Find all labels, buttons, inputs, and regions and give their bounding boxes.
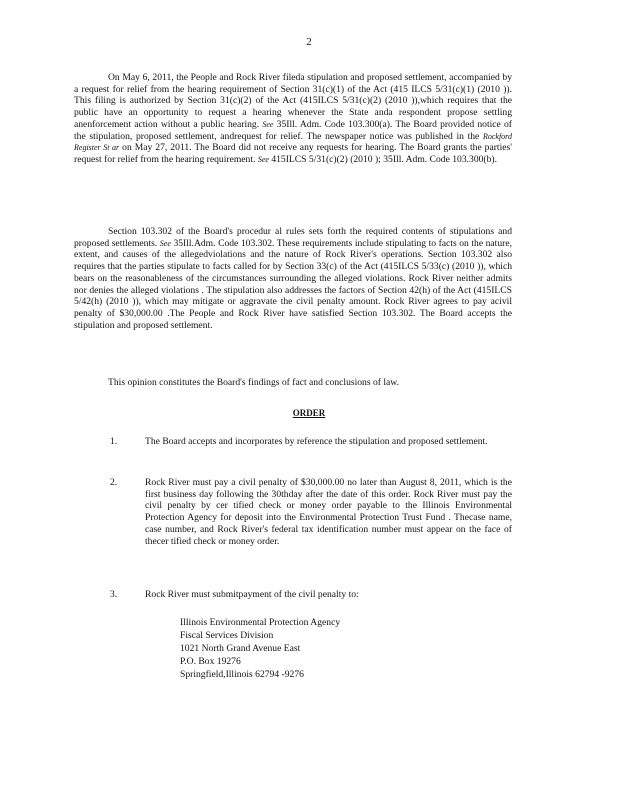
newspaper-name: Rockford Register St ar	[74, 131, 512, 153]
see-citation: See	[257, 154, 269, 164]
order-item-text: Rock River must submitpayment of the civil penalty to:	[145, 589, 359, 600]
order-item-number: 2.	[110, 477, 118, 488]
address-line-pobox: P.O. Box 19276	[180, 656, 241, 667]
paragraph-stipulation-filing	[74, 72, 512, 166]
order-item-text: The Board accepts and incorporates by reference the stipulation and proposed settlement.	[145, 436, 488, 447]
paragraph-text: 35Ill.Adm. Code 103.302. These requirements include stipulating to facts on the nature, extent, and causes of the allegedviolations and the nature of Rock River's operations. Section 103.302 also requires that the parties stipulate to facts called for by Section 33(c) of the Act (415ILCS 5/33(c) (2010 )), which bears on the reasonableness of the circumstances surrounding the alleged violations. Rock River neither admits nor denies the alleged violations . The stipulation also addresses the factors of Section 42(h) of the Act (415ILCS 5/42(h) (2010 )), which may mitigate or aggravate the civil penalty amount. Rock River agrees to pay acivil penalty of $30,000.00 .The People and Rock River have satisfied Section 103.302. The Board accepts the stipulation and proposed settlement.	[74, 237, 512, 331]
paragraph-text: 415ILCS 5/31(c)(2) (2010 ); 35Ill. Adm. Code 103.300(b).	[271, 153, 498, 165]
paragraph-text: Section 103.302 of the Board's procedur al rules sets forth the required contents of stipulations and proposed settlements.	[74, 226, 512, 249]
address-line-street: 1021 North Grand Avenue East	[180, 643, 301, 654]
paragraph-text: 35Ill. Adm. Code 103.300(a). The Board provided notice of the stipulation, proposed settlement, andrequest for relief. The newspaper notice was published in the	[74, 118, 512, 142]
page-number: 2	[306, 36, 312, 48]
order-item-number: 1.	[110, 436, 118, 447]
paragraph-findings	[74, 377, 512, 389]
paragraph-text: On May 6, 2011, the People and Rock River fileda stipulation and proposed settlement, accompanied by a request for relief from the hearing requirement of Section 31(c)(1) of the Act (415 ILCS 5/31(c)(1) (2010 )). This filing is authorized by Section 31(c)(2) of the Act (415ILCS 5/31(c)(2) (2010 )),which requires that the public have an opportunity to request a hearing whenever the State anda respondent propose settling anenforcement action without a public hearing.	[74, 72, 512, 130]
address-line-agency: Illinois Environmental Protection Agency	[180, 617, 341, 628]
paragraph-text: This opinion constitutes the Board's findings of fact and conclusions of law.	[108, 377, 400, 388]
see-citation: See	[159, 238, 171, 248]
paragraph-text: on May 27, 2011. The Board did not receive any requests for hearing. The Board grants the parties' request for relief from the hearing requirement.	[74, 142, 512, 165]
paragraph-procedural-rules	[74, 226, 512, 331]
order-item-number: 3.	[110, 589, 118, 600]
address-line-division: Fiscal Services Division	[180, 630, 274, 641]
address-line-city: Springfield,Illinois 62794 -9276	[180, 669, 304, 680]
see-citation: See	[262, 119, 274, 129]
payment-address	[180, 616, 340, 681]
order-heading: ORDER	[292, 408, 326, 418]
order-item-text: Rock River must pay a civil penalty of $30,000.00 no later than August 8, 2011, which is the first business day following the 30thday after the date of this order. Rock River must pay the civil penalty by cer tified check or money order payable to the Illinois Environmental Protection Agency for deposit into the Environmental Protection Trust Fund . Thecase name, case number, and Rock River's federal tax identification number must appear on the face of thecer tified check or money order.	[145, 477, 512, 547]
